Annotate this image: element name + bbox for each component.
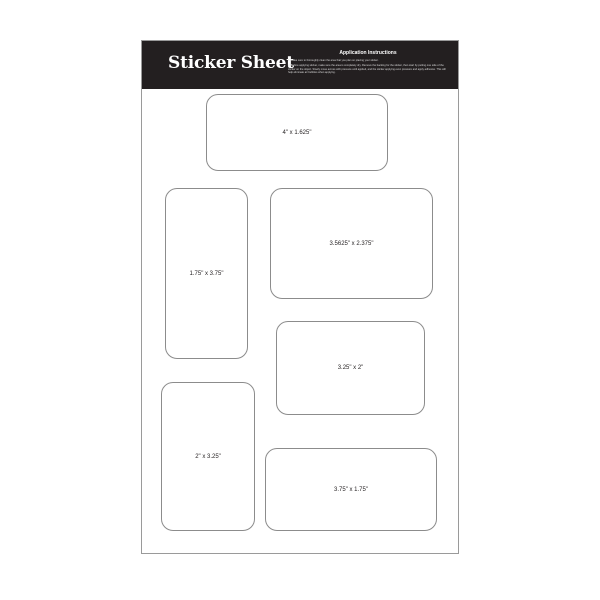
sheet-title: Sticker Sheet — [168, 53, 294, 73]
instructions-title: Application Instructions — [339, 50, 397, 56]
sticker-size-label: 3.5625" x 2.375" — [329, 240, 374, 247]
application-instructions — [288, 50, 448, 77]
sticker-sheet — [141, 40, 459, 554]
sticker-175x375 — [165, 188, 248, 359]
sticker-size-label: 1.75" x 3.75" — [189, 270, 224, 277]
sticker-35625x2375 — [270, 188, 433, 299]
sheet-header — [142, 41, 458, 89]
sticker-size-label: 4" x 1.625" — [282, 129, 312, 136]
sticker-size-label: 2" x 3.25" — [195, 453, 221, 460]
sticker-size-label: 3.75" x 1.75" — [334, 486, 368, 493]
sticker-2x325 — [161, 382, 255, 531]
instructions-step: 2. Before applying sticker, make sure the area is completely dry. Remove the backing for the sticker, then start by putting one side of the sticker on the object. Slowly move across with pressure until applied, and the sticker applying even pressure and apply adhesive. This will help eliminate air bubbles when applying. — [288, 64, 446, 75]
sticker-size-label: 3.25" x 2" — [337, 365, 364, 371]
sticker-4x1625 — [206, 94, 388, 171]
instructions-step: 1. Make sure to thoroughly clean the area that you plan on placing your sticker. — [288, 59, 379, 62]
sticker-375x175 — [265, 448, 437, 531]
sticker-325x2 — [276, 321, 425, 415]
